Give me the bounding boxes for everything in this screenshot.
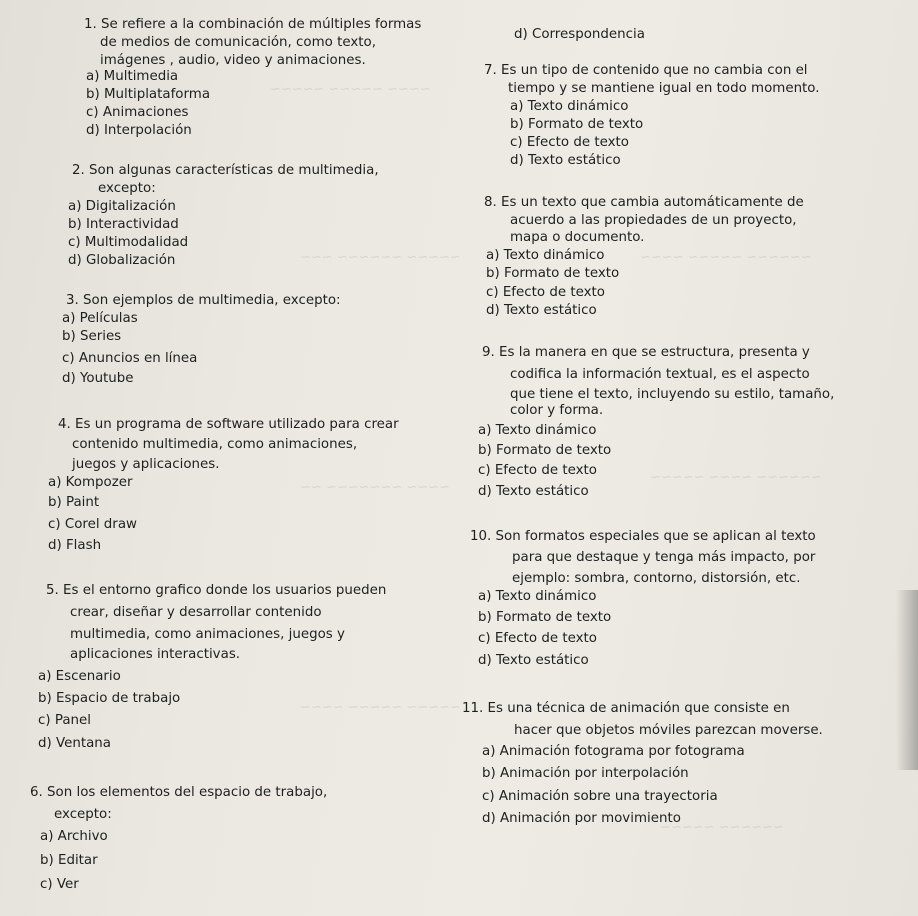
option-text: d) Texto estático xyxy=(478,484,589,499)
bleed-through-text: ~~~~ ~~~~~ ~~~~~ xyxy=(270,82,431,97)
option-text: a) Digitalización xyxy=(68,199,176,214)
question-1-text: de medios de comunicación, como texto, xyxy=(100,35,376,50)
option-text: a) Películas xyxy=(62,311,138,326)
question-9-text: codifica la información textual, es el aspecto xyxy=(510,367,810,382)
question-2-text: 2. Son algunas características de multimedia, xyxy=(72,163,379,178)
question-5-text: 5. Es el entorno grafico donde los usuarios pueden xyxy=(46,583,387,598)
option-text: c) Efecto de texto xyxy=(478,463,597,478)
option-text: d) Flash xyxy=(48,538,102,553)
question-8-text: 8. Es un texto que cambia automáticamente de xyxy=(484,195,804,210)
question-11-text: 11. Es una técnica de animación que consiste en xyxy=(462,701,790,716)
question-4-text: contenido multimedia, como animaciones, xyxy=(72,437,358,452)
option-text: c) Ver xyxy=(40,877,79,892)
bleed-through-text: ~~~~~~ ~~~~~ xyxy=(660,820,784,835)
option-text: c) Panel xyxy=(38,713,91,728)
question-1-text: imágenes , audio, video y animaciones. xyxy=(100,53,366,68)
option-text: a) Texto dinámico xyxy=(510,99,629,114)
option-text: c) Efecto de texto xyxy=(510,135,629,150)
option-text: b) Series xyxy=(62,329,122,344)
question-8-text: mapa o documento. xyxy=(510,230,645,245)
option-text: d) Texto estático xyxy=(486,303,597,318)
page-edge-shadow xyxy=(896,590,918,770)
option-text: b) Animación por interpolación xyxy=(482,766,689,781)
option-text: a) Texto dinámico xyxy=(486,248,605,263)
option-text: d) Youtube xyxy=(62,371,134,386)
option-text: b) Formato de texto xyxy=(478,443,612,458)
option-text: a) Texto dinámico xyxy=(478,589,597,604)
option-text: c) Multimodalidad xyxy=(68,235,189,250)
question-1-text: 1. Se refiere a la combinación de múltiples formas xyxy=(84,17,422,32)
question-5-text: crear, diseñar y desarrollar contenido xyxy=(70,605,322,620)
option-text: c) Anuncios en línea xyxy=(62,351,198,366)
option-text: d) Globalización xyxy=(68,253,176,268)
question-7-text: 7. Es un tipo de contenido que no cambia con el xyxy=(484,63,808,78)
question-11-text: hacer que objetos móviles parezcan moverse. xyxy=(514,723,823,738)
option-text: a) Texto dinámico xyxy=(478,423,597,438)
option-text: c) Efecto de texto xyxy=(478,631,597,646)
option-text: b) Interactividad xyxy=(68,217,179,232)
option-text: c) Animación sobre una trayectoria xyxy=(482,789,718,804)
option-text: d) Animación por movimiento xyxy=(482,811,681,826)
question-5-text: aplicaciones interactivas. xyxy=(70,647,241,662)
question-6-text: 6. Son los elementos del espacio de trabajo, xyxy=(30,785,328,800)
question-3-text: 3. Son ejemplos de multimedia, excepto: xyxy=(66,293,341,308)
bleed-through-text: ~~~~~~ ~~~~~ ~~~~ xyxy=(640,250,812,265)
question-8-text: acuerdo a las propiedades de un proyecto, xyxy=(510,213,797,228)
option-text: a) Escenario xyxy=(38,669,121,684)
option-text: d) Texto estático xyxy=(478,653,589,668)
bleed-through-text: ~~~~ ~~~~~~~ ~~ xyxy=(300,480,450,495)
option-text: d) Ventana xyxy=(38,736,111,751)
option-text: c) Corel draw xyxy=(48,517,137,532)
option-text: b) Paint xyxy=(48,495,100,510)
option-text: d) Correspondencia xyxy=(514,27,645,42)
question-9-text: que tiene el texto, incluyendo su estilo, tamaño, xyxy=(510,387,835,402)
option-text: a) Kompozer xyxy=(48,475,133,490)
question-4-text: juegos y aplicaciones. xyxy=(72,457,220,472)
option-text: c) Efecto de texto xyxy=(486,285,605,300)
question-2-text: excepto: xyxy=(98,181,156,196)
option-text: a) Animación fotograma por fotograma xyxy=(482,744,745,759)
option-text: d) Interpolación xyxy=(86,123,192,138)
option-text: b) Formato de texto xyxy=(478,610,612,625)
question-10-text: ejemplo: sombra, contorno, distorsión, etc. xyxy=(512,571,801,586)
bleed-through-text: ~~~~~~ ~~~~ ~~~~~ xyxy=(650,470,822,485)
question-9-text: 9. Es la manera en que se estructura, presenta y xyxy=(482,345,810,360)
option-text: c) Animaciones xyxy=(86,105,189,120)
question-10-text: para que destaque y tenga más impacto, por xyxy=(512,550,816,565)
question-6-text: excepto: xyxy=(54,807,112,822)
option-text: a) Multimedia xyxy=(86,69,179,84)
option-text: b) Espacio de trabajo xyxy=(38,691,181,706)
bleed-through-text: ~~~~~ ~~~~~ ~~~~ xyxy=(300,700,461,715)
question-7-text: tiempo y se mantiene igual en todo momento. xyxy=(508,81,820,96)
question-5-text: multimedia, como animaciones, juegos y xyxy=(70,627,345,642)
question-4-text: 4. Es un programa de software utilizado para crear xyxy=(58,417,399,432)
option-text: b) Formato de texto xyxy=(486,266,620,281)
option-text: d) Texto estático xyxy=(510,153,621,168)
option-text: b) Multiplataforma xyxy=(86,87,211,102)
bleed-through-text: ~~~~~ ~~~~~~ ~~~ xyxy=(300,250,461,265)
option-text: a) Archivo xyxy=(40,829,108,844)
option-text: b) Editar xyxy=(40,853,98,868)
question-10-text: 10. Son formatos especiales que se aplican al texto xyxy=(470,529,816,544)
option-text: b) Formato de texto xyxy=(510,117,644,132)
question-9-text: color y forma. xyxy=(510,403,604,418)
